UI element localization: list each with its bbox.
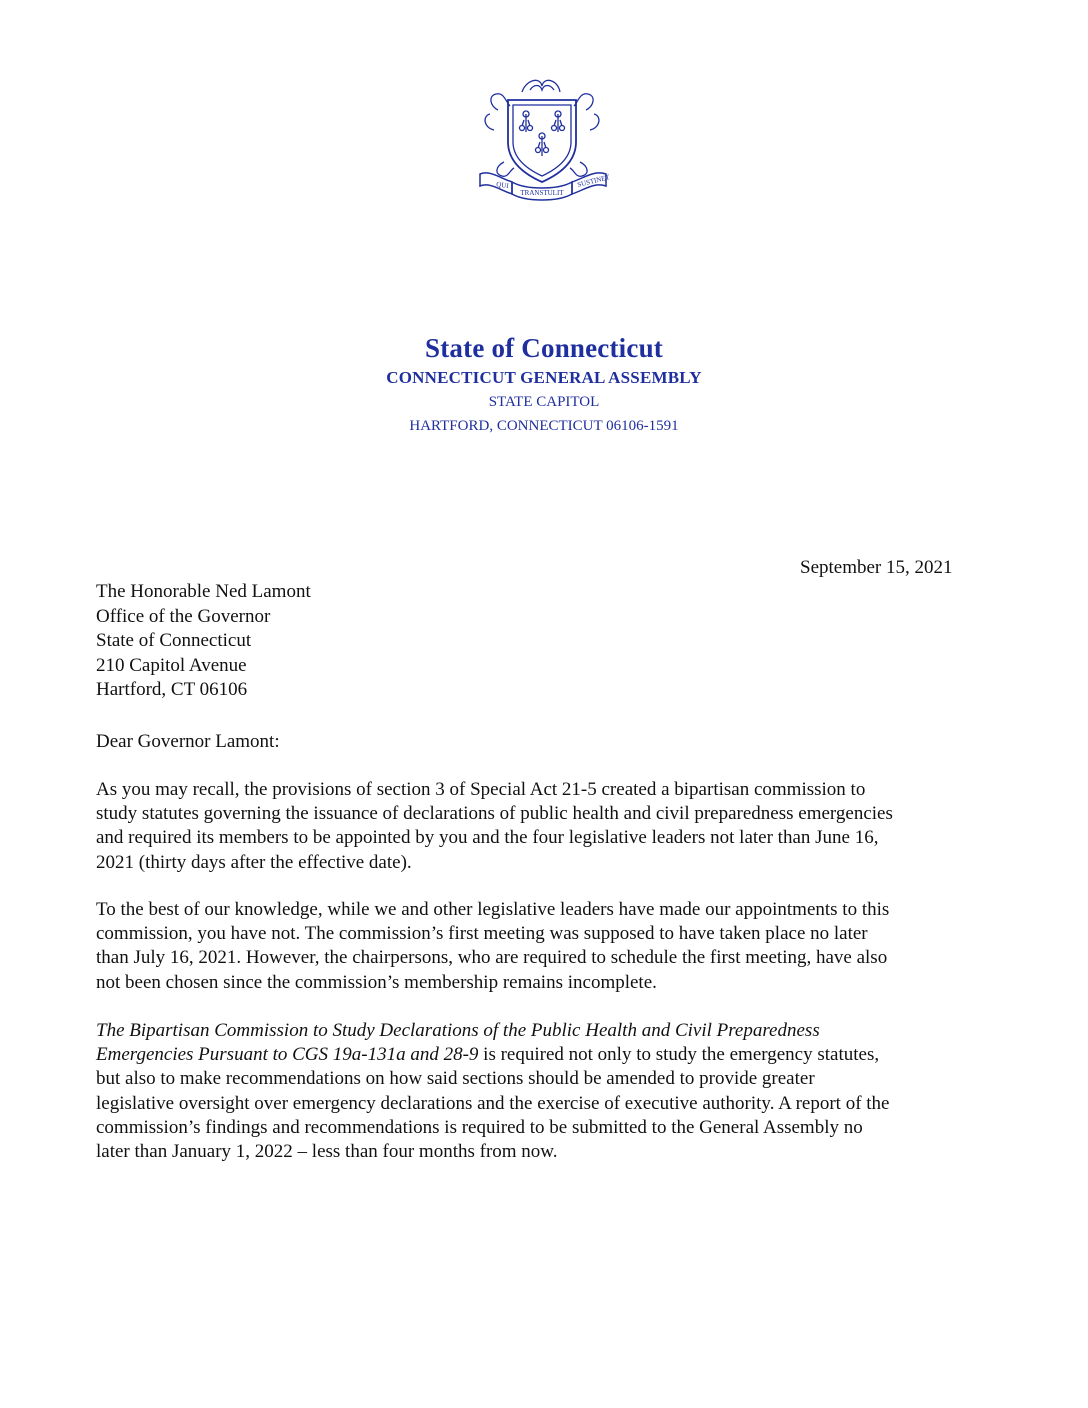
- address-line: 210 Capitol Avenue: [96, 654, 247, 676]
- address-line: The Honorable Ned Lamont: [96, 581, 311, 602]
- salutation: Dear Governor Lamont:: [96, 731, 280, 752]
- paragraph-1: [96, 778, 996, 875]
- paragraph-line: To the best of our knowledge, while we and other legislative leaders have made our appointments to this: [96, 899, 890, 920]
- paragraph-line: not been chosen since the commission’s membership remains incomplete.: [96, 971, 657, 993]
- paragraph-line: legislative oversight over emergency declarations and the exercise of executive authority. A report of the: [96, 1092, 890, 1114]
- recipient-address: [96, 580, 311, 703]
- paragraph-line: commission’s findings and recommendations is required to be submitted to the General Assembly no: [96, 1116, 863, 1138]
- paragraph-line: but also to make recommendations on how said sections should be amended to provide greater: [96, 1068, 815, 1090]
- paragraph-line: and required its members to be appointed by you and the four legislative leaders not later than June 16,: [96, 827, 879, 849]
- letterhead-building: STATE CAPITOL: [488, 394, 600, 410]
- seal-motto-left: QUI: [495, 180, 510, 191]
- state-seal: [460, 70, 620, 210]
- letterhead: [0, 330, 1088, 438]
- paragraph-line: later than January 1, 2022 – less than four months from now.: [96, 1141, 558, 1163]
- address-line: State of Connecticut: [96, 630, 252, 651]
- paragraph-line: [96, 1043, 996, 1067]
- address-line: Office of the Governor: [96, 605, 271, 627]
- paragraph-line: 2021 (thirty days after the effective date).: [96, 851, 412, 873]
- seal-motto-center: TRANSTULIT: [520, 189, 564, 197]
- commission-name-line-1: The Bipartisan Commission to Study Declarations of the Public Health and Civil Preparedness: [96, 1020, 820, 1041]
- paragraph-line: As you may recall, the provisions of section 3 of Special Act 21-5 created a bipartisan commission to: [96, 779, 866, 800]
- paragraph-line: than July 16, 2021. However, the chairpersons, who are required to schedule the first meeting, have also: [96, 947, 888, 969]
- letter-date: September 15, 2021: [800, 557, 953, 578]
- paragraph-2: [96, 898, 996, 995]
- letterhead-assembly: CONNECTICUT GENERAL ASSEMBLY: [386, 368, 702, 387]
- paragraph-line: commission, you have not. The commission’s first meeting was supposed to have taken place no later: [96, 923, 868, 945]
- state-seal-icon: [460, 70, 620, 210]
- paragraph-text: is required not only to study the emergency statutes,: [478, 1044, 880, 1066]
- address-line: Hartford, CT 06106: [96, 679, 248, 700]
- seal-motto-right: SUSTINET: [576, 173, 611, 189]
- letterhead-title: State of Connecticut: [425, 333, 663, 363]
- commission-name-line-2: Emergencies Pursuant to CGS 19a-131a and 28-9: [96, 1044, 479, 1066]
- paragraph-line: study statutes governing the issuance of declarations of public health and civil preparedness emergencies: [96, 803, 893, 825]
- letterhead-city: HARTFORD, CONNECTICUT 06106-1591: [409, 418, 679, 434]
- paragraph-3: [96, 1019, 996, 1164]
